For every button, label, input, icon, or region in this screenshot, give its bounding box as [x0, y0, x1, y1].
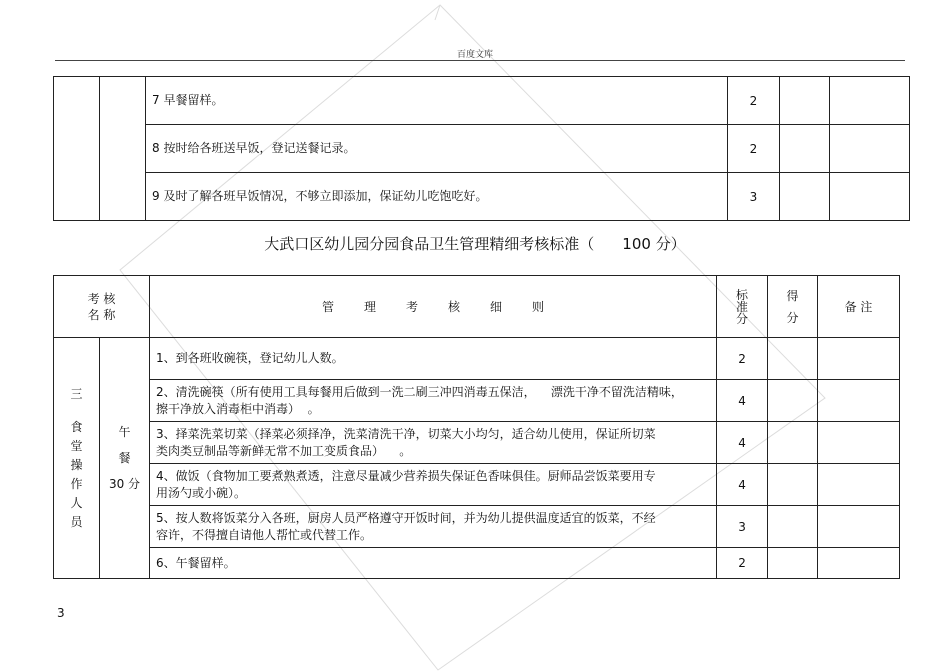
- detail-cell: [150, 464, 717, 506]
- detail-line: 用汤勺或小碗）。: [156, 485, 247, 500]
- header-standard-score: [717, 276, 768, 338]
- table-row: [54, 506, 900, 548]
- note-cell: [830, 77, 910, 125]
- score-cell: 4: [717, 380, 768, 422]
- note-cell: [818, 380, 900, 422]
- score-cell: 3: [717, 506, 768, 548]
- category-char: 人: [70, 495, 83, 510]
- got-cell: [780, 173, 830, 221]
- subcategory-char: 午: [118, 425, 131, 439]
- main-table: [53, 275, 900, 579]
- category-char: 三: [70, 386, 83, 401]
- page-number: 3: [57, 606, 65, 620]
- note-cell: [830, 125, 910, 173]
- got-cell: [768, 506, 818, 548]
- score-cell: 3: [728, 173, 780, 221]
- note-cell: [818, 464, 900, 506]
- detail-line: 5、按人数将饭菜分入各班，厨房人员严格遵守开饭时间，并为幼儿提供温度适宜的饭菜，不经: [156, 510, 656, 525]
- category-char: 操: [70, 457, 83, 472]
- detail-cell: [150, 506, 717, 548]
- header-got-line: 得: [786, 288, 799, 303]
- got-cell: [768, 548, 818, 579]
- title-main: 大武口区幼儿园分园食品卫生管理精细考核标准（: [264, 235, 595, 253]
- detail-line: 擦干净放入消毒柜中消毒） 。: [156, 401, 320, 416]
- header-name-line: 名 称: [87, 307, 116, 322]
- detail-cell: 8 按时给各班送早饭，登记送餐记录。: [146, 125, 728, 173]
- detail-cell: [150, 338, 717, 380]
- detail-cell: [150, 380, 717, 422]
- table-row: [54, 77, 910, 125]
- detail-line: 6、午餐留样。: [156, 555, 236, 570]
- category-char: 作: [70, 476, 83, 491]
- note-cell: [818, 506, 900, 548]
- table-row: [54, 380, 900, 422]
- note-cell: [818, 338, 900, 380]
- title-score: 100 分）: [622, 235, 686, 253]
- detail-cell: [150, 422, 717, 464]
- header-got-line: 分: [786, 310, 799, 325]
- score-cell: 2: [717, 548, 768, 579]
- header-source: 百度文库: [456, 50, 493, 60]
- category-char: 员: [70, 514, 83, 529]
- header-rule: [55, 60, 905, 61]
- detail-cell: 9 及时了解各班早饭情况，不够立即添加，保证幼儿吃饱吃好。: [146, 173, 728, 221]
- subcategory-cell: [100, 77, 146, 221]
- detail-line: 1、到各班收碗筷，登记幼儿人数。: [156, 351, 344, 365]
- score-cell: 2: [717, 338, 768, 380]
- category-char: 食: [70, 419, 83, 434]
- top-table: [53, 76, 910, 221]
- category-char: 堂: [70, 438, 83, 453]
- score-cell: 4: [717, 422, 768, 464]
- subcategory-char: 餐: [118, 451, 131, 465]
- detail-cell: 7 早餐留样。: [146, 77, 728, 125]
- table-row: [54, 173, 910, 221]
- header-got-score: [768, 276, 818, 338]
- note-cell: [818, 548, 900, 579]
- got-cell: [768, 464, 818, 506]
- got-cell: [780, 77, 830, 125]
- score-cell: 2: [728, 125, 780, 173]
- category-cell: [54, 338, 100, 579]
- got-cell: [780, 125, 830, 173]
- table-row: [54, 125, 910, 173]
- header-std-line: 分: [736, 311, 749, 326]
- header-std-line: 准: [736, 299, 749, 314]
- detail-cell: [150, 548, 717, 579]
- got-cell: [768, 380, 818, 422]
- header-detail: 管理考核细则: [150, 276, 717, 338]
- table-row: [54, 422, 900, 464]
- subcategory-score: 30 分: [108, 477, 141, 491]
- header-name-line: 考 核: [87, 291, 116, 306]
- score-cell: 4: [717, 464, 768, 506]
- note-cell: [818, 422, 900, 464]
- detail-line: 2、清洗碗筷（所有使用工具每餐用后做到一洗二刷三冲四消毒五保洁， 漂洗干净不留洗洁精味，: [156, 384, 683, 399]
- table-row: [54, 338, 900, 380]
- category-cell: [54, 77, 100, 221]
- detail-line: 容许，不得擅自请他人帮忙或代替工作。: [156, 527, 373, 542]
- got-cell: [768, 422, 818, 464]
- score-cell: 2: [728, 77, 780, 125]
- header-note: 备 注: [818, 276, 900, 338]
- note-cell: [830, 173, 910, 221]
- detail-line: 4、做饭（食物加工要煮熟煮透，注意尽量减少营养损失保证色香味俱佳。厨师品尝饭菜要用专: [156, 468, 656, 483]
- header-std-line: 标: [736, 287, 749, 302]
- table-header-row: [54, 276, 900, 338]
- header-name: [54, 276, 150, 338]
- detail-line: 3、择菜洗菜切菜（择菜必须择净，洗菜清洗干净，切菜大小均匀，适合幼儿使用，保证所切菜: [156, 426, 656, 441]
- detail-line: 类肉类豆制品等新鲜无常不加工变质食品） 。: [156, 443, 412, 458]
- page-title: [0, 233, 950, 254]
- got-cell: [768, 338, 818, 380]
- table-row: [54, 548, 900, 579]
- table-row: [54, 464, 900, 506]
- subcategory-cell: [100, 338, 150, 579]
